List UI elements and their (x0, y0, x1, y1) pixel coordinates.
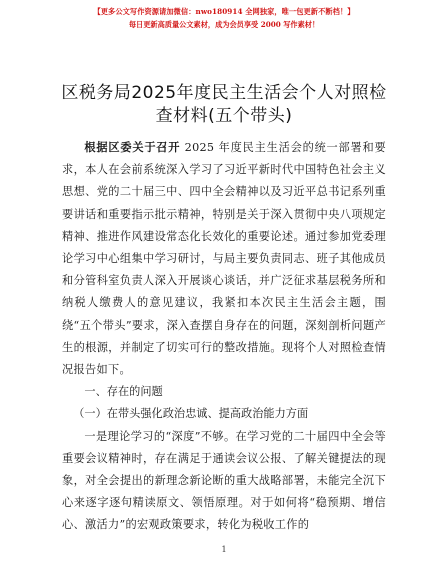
body-paragraph: 一是理论学习的“深度”不够。在学习党的二十届四中全会等重要会议精神时，存在满足于通读会议公报、了解关键提法的现象，对全会提出的新理念新论断的重大战略部署，未能完全沉下心来逐字逐句精读原文、领悟原理。对于如何将“稳预期、增信心、激活力”的宏观政策要求，转化为税收工作的 (62, 429, 386, 532)
section-heading: 一、存在的问题 (84, 385, 163, 399)
promo-banner-line-1: 【更多公文写作资源请加微信：nwo180914 全网独家，唯一包更新不断档！】 (93, 7, 355, 16)
document-title: 区税务局2025年度民主生活会个人对照检查材料(五个带头) (61, 83, 387, 126)
intro-text: 2025 年度民主生活会的统一部署和要求，本人在会前系统深入学习了习近平新时代中国特色社会主义思想、党的二十届三中、四中全会精神以及习近平总书记系列重要讲话和重要指示批示精神，特别是关于深入贯彻中央八项规定精神、推进作风建设常态化长效化的重要论述。通过参加党委理论学习中心组集中学习研讨，与局主要负责同志、班子其他成员和分管科室负责人深入开展谈心谈话，并广泛征求基层税务所和纳税人缴费人的意见建议，我紧扣本次民主生活会主题，围绕“五个带头”要求，深入查摆自身存在的问题，深刻剖析问题产生的根源，并制定了切实可行的整改措施。现将个人对照检查情况报告如下。 (62, 141, 386, 377)
promo-banner-line-2: 每日更新高质量公文素材，成为会员享受 2000 写作素材！ (128, 20, 320, 29)
subsection-heading: （一）在带头强化政治忠诚、提高政治能力方面 (73, 407, 309, 421)
intro-bold-lead: 根据区委关于召开 (84, 140, 181, 154)
page-number: 1 (221, 545, 227, 554)
intro-paragraph (62, 136, 386, 381)
promo-banner (0, 6, 448, 31)
document-body (62, 136, 386, 537)
